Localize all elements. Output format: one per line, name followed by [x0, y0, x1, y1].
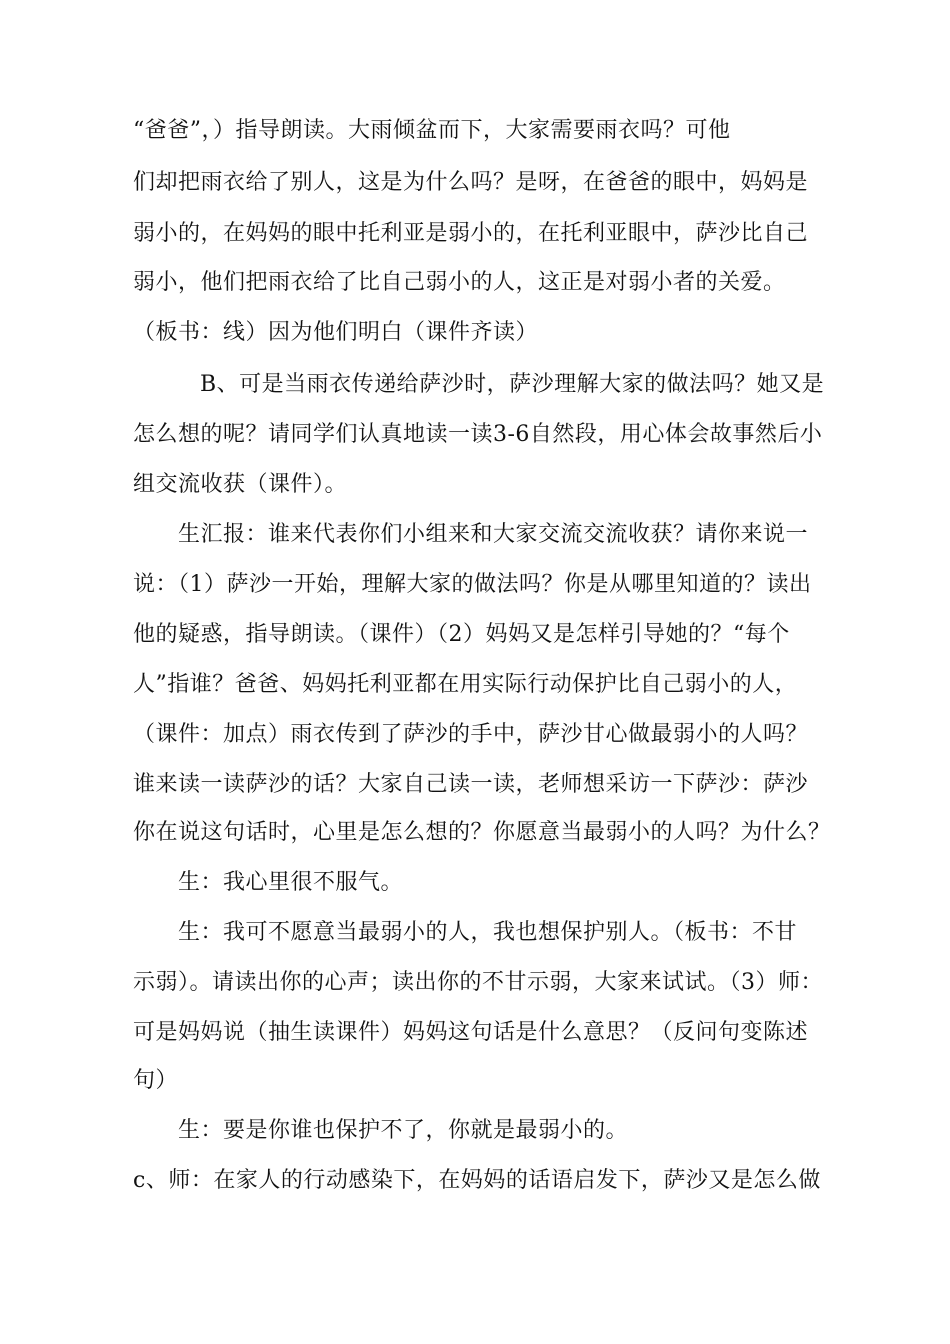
text-line: 生汇报：谁来代表你们小组来和大家交流交流收获？请你来说一 — [178, 522, 809, 547]
text-line: c、师：在家人的行动感染下，在妈妈的话语启发下，萨沙又是怎么做 — [133, 1168, 821, 1193]
text-line: 示弱）。请读出你的心声；读出你的不甘示弱，大家来试试。（3）师： — [133, 970, 823, 995]
text-line: 说：（1）萨沙一开始，理解大家的做法吗？你是从哪里知道的？读出 — [133, 572, 812, 597]
text-line: 你在说这句话时，心里是怎么想的？你愿意当最弱小的人吗？为什么？ — [133, 820, 831, 845]
text-line: 们却把雨衣给了别人，这是为什么吗？是呀，在爸爸的眼中，妈妈是 — [133, 170, 809, 195]
text-line: 生：要是你谁也保护不了，你就是最弱小的。 — [178, 1118, 629, 1143]
text-line: 弱小的，在妈妈的眼中托利亚是弱小的，在托利亚眼中，萨沙比自己 — [133, 221, 809, 246]
text-line: 组交流收获（课件）。 — [133, 472, 348, 497]
text-line: 弱小，他们把雨衣给了比自己弱小的人，这正是对弱小者的关爱。 — [133, 270, 786, 295]
text-line: （板书：线）因为他们明白（课件齐读） — [133, 320, 539, 345]
text-line: B、可是当雨衣传递给萨沙时，萨沙理解大家的做法吗？她又是 — [200, 372, 825, 397]
text-line: 生：我心里很不服气。 — [178, 870, 404, 895]
text-line: 他的疑惑，指导朗读。（课件）（2）妈妈又是怎样引导她的？“每个 — [133, 622, 790, 647]
text-line: 谁来读一读萨沙的话？大家自己读一读，老师想采访一下萨沙：萨沙 — [133, 772, 809, 797]
text-line: （课件：加点）雨衣传到了萨沙的手中，萨沙甘心做最弱小的人吗？ — [133, 722, 809, 747]
text-line: 怎么想的呢？请同学们认真地读一读3-6自然段，用心体会故事然后小 — [133, 422, 823, 447]
text-line: 句） — [133, 1068, 179, 1093]
text-line: 可是妈妈说（抽生读课件）妈妈这句话是什么意思？（反问句变陈述 — [133, 1020, 809, 1045]
text-line: 生：我可不愿意当最弱小的人，我也想保护别人。（板书：不甘 — [178, 920, 798, 945]
text-line: “爸爸”，）指导朗读。大雨倾盆而下，大家需要雨衣吗？可他 — [133, 118, 731, 143]
text-line: 人”指谁？爸爸、妈妈托利亚都在用实际行动保护比自己弱小的人， — [133, 672, 798, 697]
